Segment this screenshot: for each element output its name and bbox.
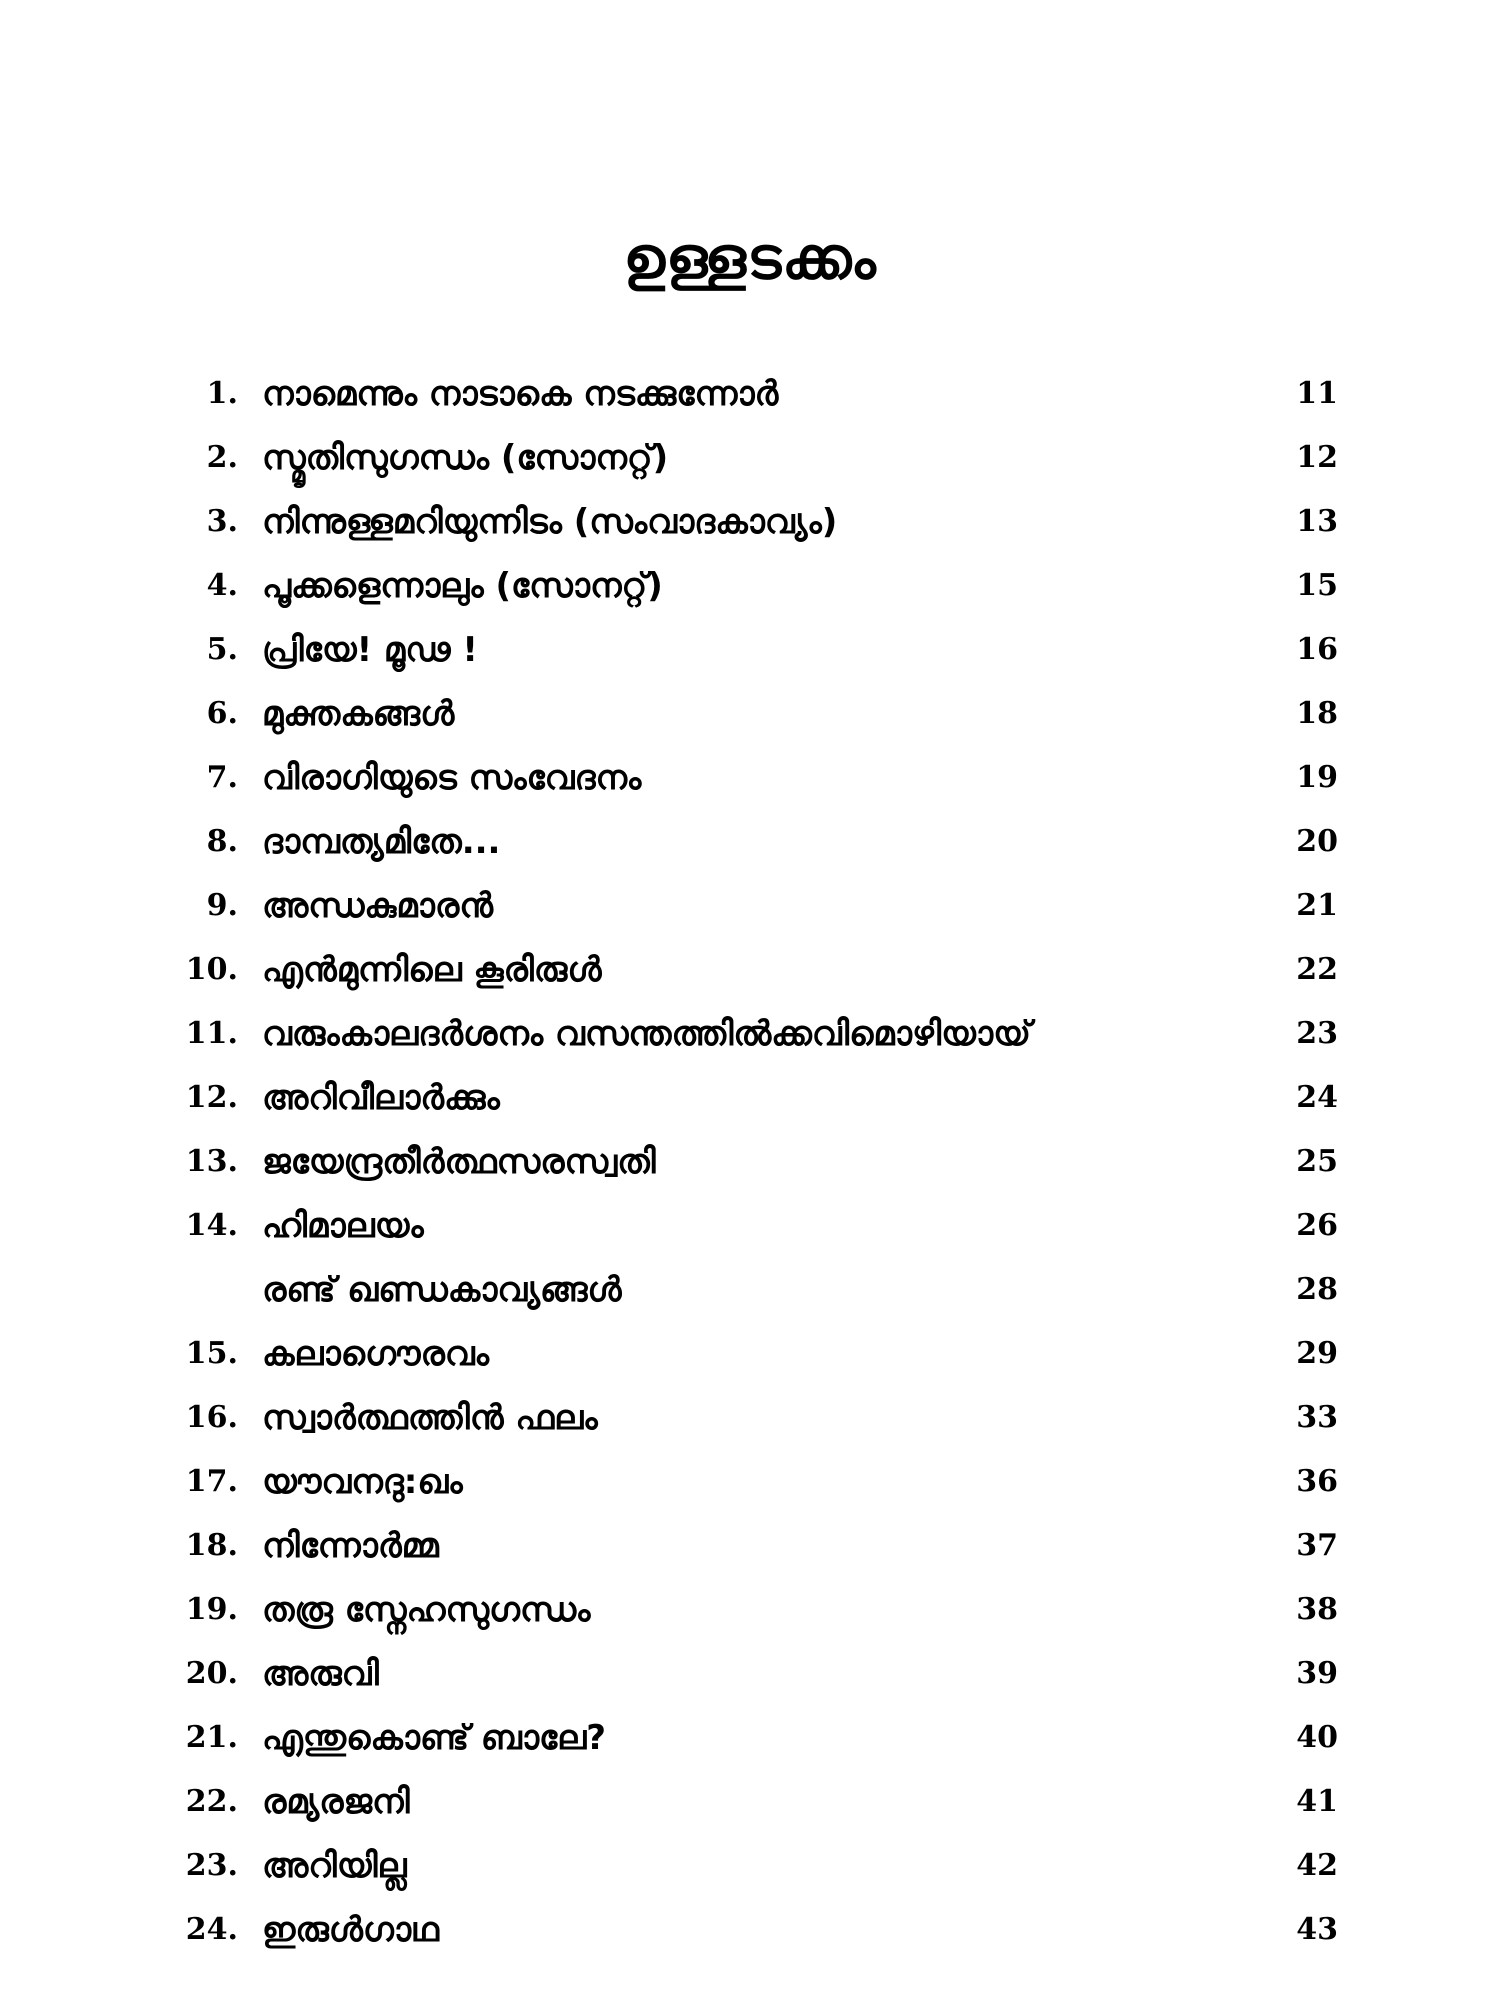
entry-number: 4. [206,568,238,603]
entry-number: 13. [185,1144,238,1179]
toc-entry [0,1898,1500,1962]
entry-page-number: 42 [1296,1848,1338,1883]
toc-entry [0,746,1500,810]
toc-entry [0,1386,1500,1450]
entry-page-number: 36 [1296,1464,1338,1499]
toc-entry [0,1514,1500,1578]
entry-number: 18. [185,1528,238,1563]
entry-page-number: 39 [1296,1656,1338,1691]
toc-entry [0,490,1500,554]
toc-entry [0,874,1500,938]
entry-number: 16. [185,1400,238,1435]
entry-page-number: 15 [1296,568,1338,603]
entry-page-number: 12 [1296,440,1338,475]
entry-page-number: 18 [1296,696,1338,731]
entry-title: അന്ധകുമാരൻ [262,886,494,926]
entry-title: ഹിമാലയം [262,1206,424,1246]
entry-title: അറിവീലാർക്കും [262,1078,500,1118]
entry-number: 15. [185,1336,238,1371]
entry-title: നിന്നോർമ്മ [262,1526,439,1566]
entry-page-number: 38 [1296,1592,1338,1627]
toc-entry [0,1130,1500,1194]
entry-page-number: 29 [1296,1336,1338,1371]
entry-title: യൗവനദു:ഖം [262,1462,463,1502]
page-title: ഉള്ളടക്കം [623,224,877,292]
toc-entry [0,426,1500,490]
entry-title: പ്രിയേ! മൂഢ ! [262,630,478,670]
entry-title: എൻമുന്നിലെ കൂരിരുൾ [262,950,602,990]
entry-page-number: 16 [1296,632,1338,667]
entry-number: 23. [185,1848,238,1883]
toc-entry [0,1258,1500,1322]
entry-title: പൂക്കളെന്നാലും (സോനറ്റ്) [262,566,663,606]
toc-entry [0,554,1500,618]
entry-page-number: 19 [1296,760,1338,795]
entry-number: 20. [185,1656,238,1691]
entry-page-number: 22 [1296,952,1338,987]
entry-number: 22. [185,1784,238,1819]
entry-title: ജയേന്ദ്രതീർത്ഥസരസ്വതി [262,1142,656,1182]
entry-page-number: 20 [1296,824,1338,859]
entry-number: 8. [206,824,238,859]
entry-number: 14. [185,1208,238,1243]
entry-number: 21. [185,1720,238,1755]
entry-title: നാമെന്നും നാടാകെ നടക്കുന്നോർ [262,374,779,414]
toc-entry [0,682,1500,746]
entry-title: വിരാഗിയുടെ സംവേദനം [262,758,642,798]
toc-entry [0,618,1500,682]
entry-title: മുക്തകങ്ങൾ [262,694,455,734]
entry-page-number: 41 [1296,1784,1338,1819]
entry-number: 17. [185,1464,238,1499]
entry-page-number: 25 [1296,1144,1338,1179]
entry-number: 24. [185,1912,238,1947]
entry-title: അരുവി [262,1654,379,1694]
entry-title: സ്വാർത്ഥത്തിൻ ഫലം [262,1398,598,1438]
toc-entry [0,1450,1500,1514]
entry-page-number: 28 [1296,1272,1338,1307]
entry-number: 6. [206,696,238,731]
toc-entry [0,810,1500,874]
entry-number: 10. [185,952,238,987]
toc-entry [0,362,1500,426]
entry-number: 7. [206,760,238,795]
entry-title: സ്മൃതിസുഗന്ധം (സോനറ്റ്) [262,438,669,478]
entry-number: 1. [206,376,238,411]
entry-page-number: 24 [1296,1080,1338,1115]
entry-title: ദാമ്പത്യമിതേ... [262,822,501,862]
toc-entry [0,1194,1500,1258]
toc-entry [0,1002,1500,1066]
entry-page-number: 11 [1296,376,1338,411]
entry-number: 3. [206,504,238,539]
entry-page-number: 40 [1296,1720,1338,1755]
entry-number: 5. [206,632,238,667]
entry-title: എന്തുകൊണ്ട് ബാലേ? [262,1718,607,1758]
entry-title: രമ്യരജനി [262,1782,410,1822]
entry-page-number: 21 [1296,888,1338,923]
entry-page-number: 13 [1296,504,1338,539]
entry-number: 12. [185,1080,238,1115]
toc-entry [0,1770,1500,1834]
entry-page-number: 33 [1296,1400,1338,1435]
entry-title: കലാഗൌരവം [262,1334,489,1374]
entry-title: രണ്ട് ഖണ്ഡകാവ്യങ്ങൾ [262,1270,622,1310]
toc-entry [0,1322,1500,1386]
toc-entry [0,1834,1500,1898]
toc-entry [0,1706,1500,1770]
toc-entry [0,938,1500,1002]
entry-title: വരുംകാലദർശനം വസന്തത്തിൽക്കവിമൊഴിയായ് [262,1014,1031,1054]
entry-title: അറിയില്ല [262,1846,407,1886]
toc-entry [0,1066,1500,1130]
entry-page-number: 43 [1296,1912,1338,1947]
toc-entry [0,1642,1500,1706]
entry-page-number: 37 [1296,1528,1338,1563]
entry-number: 9. [206,888,238,923]
entry-number: 11. [185,1016,238,1051]
entry-page-number: 26 [1296,1208,1338,1243]
toc-entry [0,1578,1500,1642]
entry-title: ഇരുൾഗാഥ [262,1910,440,1950]
entry-number: 2. [206,440,238,475]
entry-number: 19. [185,1592,238,1627]
entry-title: നിന്നുള്ളമറിയുന്നിടം (സംവാദകാവ്യം) [262,502,838,542]
table-of-contents [0,362,1500,1962]
entry-title: തരൂ സ്നേഹസുഗന്ധം [262,1590,591,1630]
entry-page-number: 23 [1296,1016,1338,1051]
